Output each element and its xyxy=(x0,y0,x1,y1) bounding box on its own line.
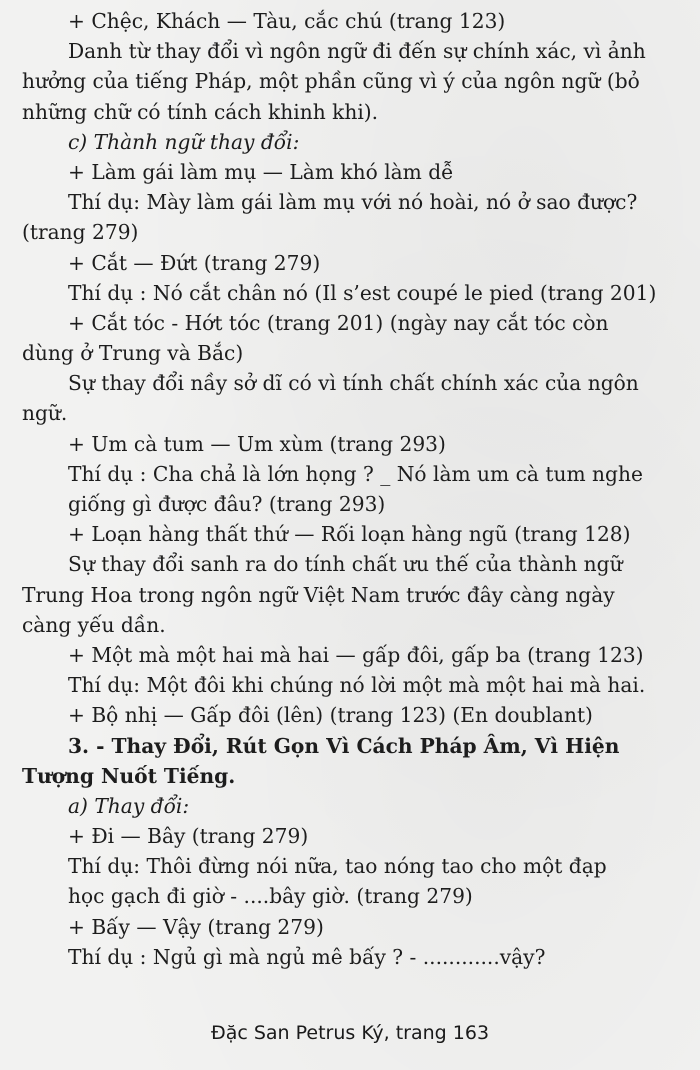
text-line: Thí dụ: Thôi đừng nói nữa, tao nóng tao cho một đạp xyxy=(68,854,607,879)
text-line: + Cắt tóc - Hớt tóc (trang 201) (ngày nay cắt tóc còn xyxy=(68,310,609,335)
text-line: ngữ. xyxy=(22,401,68,426)
text-line: càng yếu dần. xyxy=(22,612,166,637)
page-body xyxy=(22,6,684,972)
text-line: Thí dụ: Một đôi khi chúng nó lời một mà một hai mà hai. xyxy=(68,673,646,698)
text-line: Thí dụ : Nó cắt chân nó (Il s’est coupé le pied (trang 201) xyxy=(68,280,657,305)
text-line: hưởng của tiếng Pháp, một phần cũng vì ý của ngôn ngữ (bỏ xyxy=(22,69,640,94)
page-footer: Đặc San Petrus Ký, trang 163 xyxy=(210,1022,490,1044)
text-line: Sự thay đổi sanh ra do tính chất ưu thế của thành ngữ xyxy=(68,552,623,577)
text-line: học gạch đi giờ - ....bây giờ. (trang 279) xyxy=(68,884,473,909)
text-line: Danh từ thay đổi vì ngôn ngữ đi đến sự chính xác, vì ảnh xyxy=(68,39,646,64)
text-line: Thí dụ: Mày làm gái làm mụ với nó hoài, nó ở sao được? xyxy=(68,190,638,215)
text-line: (trang 279) xyxy=(22,220,139,245)
text-line: giống gì được đâu? (trang 293) xyxy=(68,492,386,516)
text-line: + Chệc, Khách — Tàu, cắc chú (trang 123) xyxy=(68,9,506,33)
text-line: Thí dụ : Ngủ gì mà ngủ mê bấy ? - ............vậy? xyxy=(68,944,546,969)
text-line: + Um cà tum — Um xùm (trang 293) xyxy=(68,431,446,456)
text-line: Trung Hoa trong ngôn ngữ Việt Nam trước đây càng ngày xyxy=(22,582,615,607)
text-line: + Bộ nhị — Gấp đôi (lên) (trang 123) (En doublant) xyxy=(68,703,593,728)
text-line: Sự thay đổi nầy sở dĩ có vì tính chất chính xác của ngôn xyxy=(68,371,639,396)
text-line: + Loạn hàng thất thứ — Rối loạn hàng ngũ (trang 128) xyxy=(68,522,631,547)
section-heading: 3. - Thay Đổi, Rút Gọn Vì Cách Pháp Âm, Vì Hiện xyxy=(68,733,620,758)
text-line: những chữ có tính cách khinh khi). xyxy=(22,99,379,124)
text-line: dùng ở Trung và Bắc) xyxy=(22,341,244,366)
text-line: + Đi — Bây (trang 279) xyxy=(68,824,309,849)
text-line: Thí dụ : Cha chả là lớn họng ? _ Nó làm um cà tum nghe xyxy=(68,461,643,486)
text-line: + Một mà một hai mà hai — gấp đôi, gấp ba (trang 123) xyxy=(68,642,644,667)
text-line: + Cắt — Đứt (trang 279) xyxy=(68,250,321,275)
text-line: + Bấy — Vậy (trang 279) xyxy=(68,914,324,939)
section-subheading: a) Thay đổi: xyxy=(68,793,190,818)
section-subheading: c) Thành ngữ thay đổi: xyxy=(68,129,300,154)
text-line: + Làm gái làm mụ — Làm khó làm dễ xyxy=(68,159,454,184)
section-heading-continued: Tượng Nuốt Tiếng. xyxy=(22,763,236,788)
